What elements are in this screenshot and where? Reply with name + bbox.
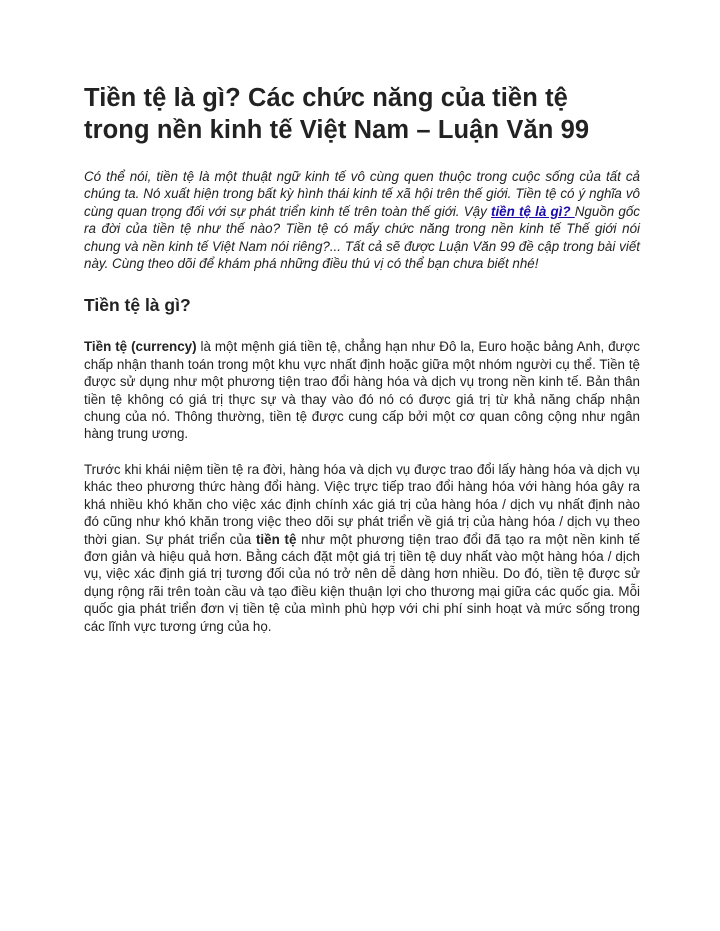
article-intro (84, 168, 640, 272)
article-title: Tiền tệ là gì? Các chức năng của tiền tệ trong nền kinh tế Việt Nam – Luận Văn 99 (84, 84, 590, 144)
paragraph-text-after-bold: như một phương tiện trao đổi đã tạo ra một nền kinh tế đơn giản và hiệu quả hơn. Bằng cách đặt một giá trị tiền tệ duy nhất vào một hàng hóa / dịch vụ, việc xác định giá trị tương đối của nó trở nên dễ dàng hơn nhiều. Do đó, tiền tệ được sử dụng rộng rãi trên toàn cầu và tạo điều kiện thuận lợi cho thương mại giữa các quốc gia. Mỗi quốc gia phát triển đơn vị tiền tệ của mình phù hợp với chi phí sinh hoạt và mức sống trong các lĩnh vực tương ứng của họ. (84, 531, 640, 634)
document-page (84, 82, 640, 635)
bold-term: tiền tệ (255, 531, 297, 547)
intro-text-after-link: Nguồn gốc ra đời của tiền tệ như thế nào? Tiền tệ có mấy chức năng trong nền kinh tế Thế giới nói chung và nền kinh tế Việt Nam nói riêng?... Tất cả sẽ được Luận Văn 99 đề cập trong bài viết này. Cùng theo dõi để khám phá những điều thú vị có thể bạn chưa biết nhé! (84, 203, 640, 272)
paragraph-text-before-bold: Trước khi khái niệm tiền tệ ra đời, hàng hóa và dịch vụ được trao đổi lấy hàng hóa và dịch vụ khác theo phương thức hàng đổi hàng. Việc trực tiếp trao đổi hàng hóa với hàng hóa gây ra khá nhiều khó khăn cho việc xác định chính xác giá trị của hàng hóa / dịch vụ nhất định nào đó cũng như khó khăn trong việc theo dõi sự phát triển về giá trị của hàng hóa / dịch vụ theo thời gian. Sự phát triển của (84, 461, 640, 547)
paragraph-text: là một mệnh giá tiền tệ, chẳng hạn như Đô la, Euro hoặc bảng Anh, được chấp nhận thanh toán trong một khu vực nhất định hoặc giữa một nhóm người cụ thể. Tiền tệ được sử dụng như một phương tiện trao đổi hàng hóa và dịch vụ trong nền kinh tế. Bản thân tiền tệ không có giá trị thực sự và thay vào đó nó có được giá trị từ khả năng chấp nhận chung của nó. Thông thường, tiền tệ được cung cấp bởi một cơ quan công cộng như ngân hàng trung ương. (84, 339, 640, 442)
section-heading: Tiền tệ là gì? (84, 295, 191, 316)
section-paragraph-1 (84, 338, 640, 442)
intro-link[interactable]: tiền tệ là gì? (491, 203, 575, 219)
bold-term: Tiền tệ (currency) (84, 339, 197, 355)
intro-text-before-link: Có thể nói, tiền tệ là một thuật ngữ kinh tế vô cùng quen thuộc trong cuộc sống của tất cả chúng ta. Nó xuất hiện trong bất kỳ hình thái kinh tế xã hội trên thế giới. Tiền tệ có ý nghĩa vô cùng quan trọng đối với sự phát triển kinh tế trên toàn thế giới. Vậy (84, 169, 640, 219)
section-paragraph-2 (84, 461, 640, 635)
